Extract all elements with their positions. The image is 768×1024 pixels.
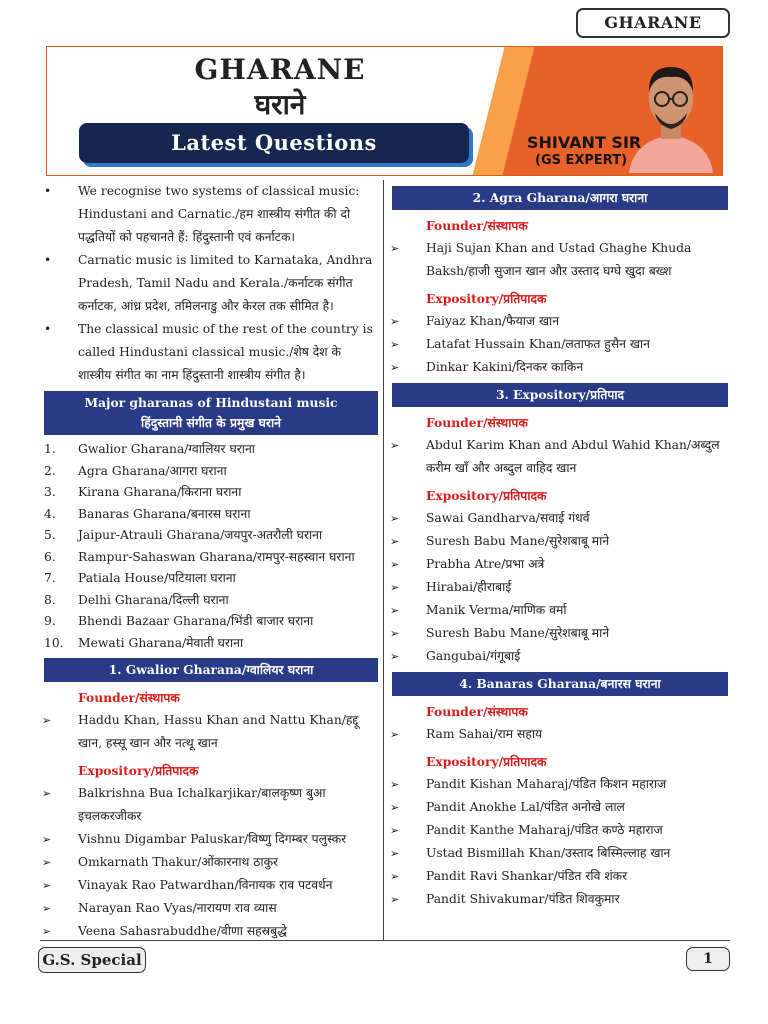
footer-label: G.S. Special bbox=[38, 947, 146, 973]
list-item: ➢ Veena Sahasrabuddhe/वीणा सहस्रबुद्धे bbox=[40, 920, 378, 943]
list-item: ➢ Sawai Gandharva/सवाई गंधर्व bbox=[388, 507, 728, 530]
list-item: ➢ Hirabai/हीराबाई bbox=[388, 576, 728, 599]
presenter-photo bbox=[625, 55, 717, 173]
page-tag: GHARANE bbox=[576, 8, 730, 38]
arrow-bullet-icon: ➢ bbox=[390, 361, 400, 374]
intro-bullet: • Carnatic music is limited to Karnataka, Andhra Pradesh, Tamil Nadu and Kerala./कर्नाटक संगीत कर्नाटक, आंध्र प्रदेश, तमिलनाडु और केरल तक सीमित है। bbox=[40, 249, 378, 318]
arrow-bullet-icon: ➢ bbox=[42, 856, 52, 869]
arrow-bullet-icon: ➢ bbox=[390, 512, 400, 525]
intro-bullet: • We recognise two systems of classical music: Hindustani and Carnatic./हम शास्त्रीय संगीत की दो पद्धतियों को पहचानते हैं: हिंदुस्तानी एवं कर्नाटक। bbox=[40, 180, 378, 249]
presenter-role: (GS EXPERT) bbox=[535, 153, 628, 168]
major-gharanas-header: Major gharanas of Hindustani music हिंदुस्तानी संगीत के प्रमुख घराने bbox=[44, 391, 378, 435]
arrow-bullet-icon: ➢ bbox=[390, 778, 400, 791]
list-item: 7. Patiala House/पटियाला घराना bbox=[44, 571, 236, 585]
bullet-icon: • bbox=[44, 253, 52, 267]
arrow-bullet-icon: ➢ bbox=[390, 728, 400, 741]
footer-rule bbox=[40, 940, 730, 941]
list-item: 2. Agra Gharana/आगरा घराना bbox=[44, 463, 227, 478]
founder-label: Founder/संस्थापक bbox=[78, 690, 180, 705]
arrow-bullet-icon: ➢ bbox=[42, 879, 52, 892]
list-item: ➢ Haji Sujan Khan and Ustad Ghaghe Khuda Baksh/हाजी सुजान खान और उस्ताद घग्घे खुदा बख्श bbox=[388, 237, 728, 283]
arrow-bullet-icon: ➢ bbox=[390, 439, 400, 452]
list-item: ➢ Pandit Kishan Maharaj/पंडित किशन महाराज bbox=[388, 773, 728, 796]
arrow-bullet-icon: ➢ bbox=[42, 833, 52, 846]
founder-label: Founder/संस्थापक bbox=[426, 415, 528, 430]
banner-title: GHARANE bbox=[194, 53, 366, 86]
list-item: 6. Rampur-Sahaswan Gharana/रामपुर-सहस्वान घराना bbox=[44, 549, 355, 564]
list-item: ➢ Pandit Kanthe Maharaj/पंडित कण्ठे महाराज bbox=[388, 819, 728, 842]
list-item: ➢ Suresh Babu Mane/सुरेशबाबू माने bbox=[388, 530, 728, 553]
arrow-bullet-icon: ➢ bbox=[390, 315, 400, 328]
list-item: ➢ Gangubai/गंगूबाई bbox=[388, 645, 728, 668]
expository-label: Expository/प्रतिपादक bbox=[426, 488, 547, 503]
list-item: 4. Banaras Gharana/बनारस घराना bbox=[44, 506, 251, 521]
expository-label: Expository/प्रतिपादक bbox=[426, 754, 547, 769]
list-item: ➢ Haddu Khan, Hassu Khan and Nattu Khan/हद्दू खान, हस्सू खान और नत्थू खान bbox=[40, 709, 378, 755]
banner-title-hindi: घराने bbox=[254, 88, 306, 121]
list-item: ➢ Narayan Rao Vyas/नारायण राव व्यास bbox=[40, 897, 378, 920]
list-item: ➢ Pandit Shivakumar/पंडित शिवकुमार bbox=[388, 888, 728, 911]
list-item: ➢ Pandit Anokhe Lal/पंडित अनोखे लाल bbox=[388, 796, 728, 819]
arrow-bullet-icon: ➢ bbox=[390, 558, 400, 571]
arrow-bullet-icon: ➢ bbox=[390, 338, 400, 351]
arrow-bullet-icon: ➢ bbox=[390, 535, 400, 548]
arrow-bullet-icon: ➢ bbox=[390, 847, 400, 860]
list-item: ➢ Ustad Bismillah Khan/उस्ताद बिस्मिल्लाह खान bbox=[388, 842, 728, 865]
arrow-bullet-icon: ➢ bbox=[390, 604, 400, 617]
arrow-bullet-icon: ➢ bbox=[42, 902, 52, 915]
arrow-bullet-icon: ➢ bbox=[390, 242, 400, 255]
banner bbox=[46, 46, 723, 176]
page-number: 1 bbox=[686, 947, 730, 971]
list-item: ➢ Pandit Ravi Shankar/पंडित रवि शंकर bbox=[388, 865, 728, 888]
bullet-icon: • bbox=[44, 184, 52, 198]
list-item: 1. Gwalior Gharana/ग्वालियर घराना bbox=[44, 442, 255, 456]
list-item: ➢ Vishnu Digambar Paluskar/विष्णु दिगम्बर पलुस्कर bbox=[40, 828, 378, 851]
section-header-expository: 3. Expository/प्रतिपाद bbox=[392, 383, 728, 407]
section-header-agra: 2. Agra Gharana/आगरा घराना bbox=[392, 186, 728, 210]
arrow-bullet-icon: ➢ bbox=[390, 627, 400, 640]
founder-label: Founder/संस्थापक bbox=[426, 704, 528, 719]
arrow-bullet-icon: ➢ bbox=[390, 824, 400, 837]
intro-bullet: • The classical music of the rest of the country is called Hindustani classical music./शेष देश के शास्त्रीय संगीत का नाम हिंदुस्तानी शास्त्रीय संगीत है। bbox=[40, 318, 378, 387]
list-item: ➢ Dinkar Kakini/दिनकर काकिन bbox=[388, 356, 728, 379]
expository-label: Expository/प्रतिपादक bbox=[78, 763, 199, 778]
arrow-bullet-icon: ➢ bbox=[390, 893, 400, 906]
list-item: ➢ Balkrishna Bua Ichalkarjikar/बालकृष्ण बुआ इचलकरजीकर bbox=[40, 782, 378, 828]
list-item: 8. Delhi Gharana/दिल्ली घराना bbox=[44, 592, 229, 607]
section-header-banaras: 4. Banaras Gharana/बनारस घराना bbox=[392, 672, 728, 696]
arrow-bullet-icon: ➢ bbox=[390, 801, 400, 814]
banner-subtitle: Latest Questions bbox=[79, 123, 469, 163]
list-item: 9. Bhendi Bazaar Gharana/भिंडी बाजार घराना bbox=[44, 614, 314, 628]
list-item: 10. Mewati Gharana/मेवाती घराना bbox=[44, 635, 244, 650]
list-item: ➢ Faiyaz Khan/फैयाज खान bbox=[388, 310, 728, 333]
list-item: ➢ Ram Sahai/राम सहाय bbox=[388, 723, 728, 746]
section-header-gwalior: 1. Gwalior Gharana/ग्वालियर घराना bbox=[44, 658, 378, 682]
column-divider bbox=[383, 180, 384, 940]
arrow-bullet-icon: ➢ bbox=[42, 925, 52, 938]
list-item: ➢ Manik Verma/माणिक वर्मा bbox=[388, 599, 728, 622]
list-item: ➢ Prabha Atre/प्रभा अत्रे bbox=[388, 553, 728, 576]
arrow-bullet-icon: ➢ bbox=[390, 650, 400, 663]
list-item: ➢ Vinayak Rao Patwardhan/विनायक राव पटवर्धन bbox=[40, 874, 378, 897]
right-column bbox=[388, 180, 728, 911]
list-item: ➢ Latafat Hussain Khan/लताफत हुसैन खान bbox=[388, 333, 728, 356]
bullet-icon: • bbox=[44, 322, 52, 336]
arrow-bullet-icon: ➢ bbox=[42, 714, 52, 727]
expository-label: Expository/प्रतिपादक bbox=[426, 291, 547, 306]
list-item: 5. Jaipur-Atrauli Gharana/जयपुर-अतरौली घराना bbox=[44, 528, 323, 542]
founder-label: Founder/संस्थापक bbox=[426, 218, 528, 233]
arrow-bullet-icon: ➢ bbox=[390, 870, 400, 883]
arrow-bullet-icon: ➢ bbox=[390, 581, 400, 594]
left-column bbox=[40, 180, 378, 943]
list-item: ➢ Abdul Karim Khan and Abdul Wahid Khan/अब्दुल करीम खाँ और अब्दुल वाहिद खान bbox=[388, 434, 728, 480]
list-item: 3. Kirana Gharana/किराना घराना bbox=[44, 485, 242, 499]
presenter-name: SHIVANT SIR bbox=[527, 133, 642, 152]
list-item: ➢ Omkarnath Thakur/ओंकारनाथ ठाकुर bbox=[40, 851, 378, 874]
list-item: ➢ Suresh Babu Mane/सुरेशबाबू माने bbox=[388, 622, 728, 645]
arrow-bullet-icon: ➢ bbox=[42, 787, 52, 800]
